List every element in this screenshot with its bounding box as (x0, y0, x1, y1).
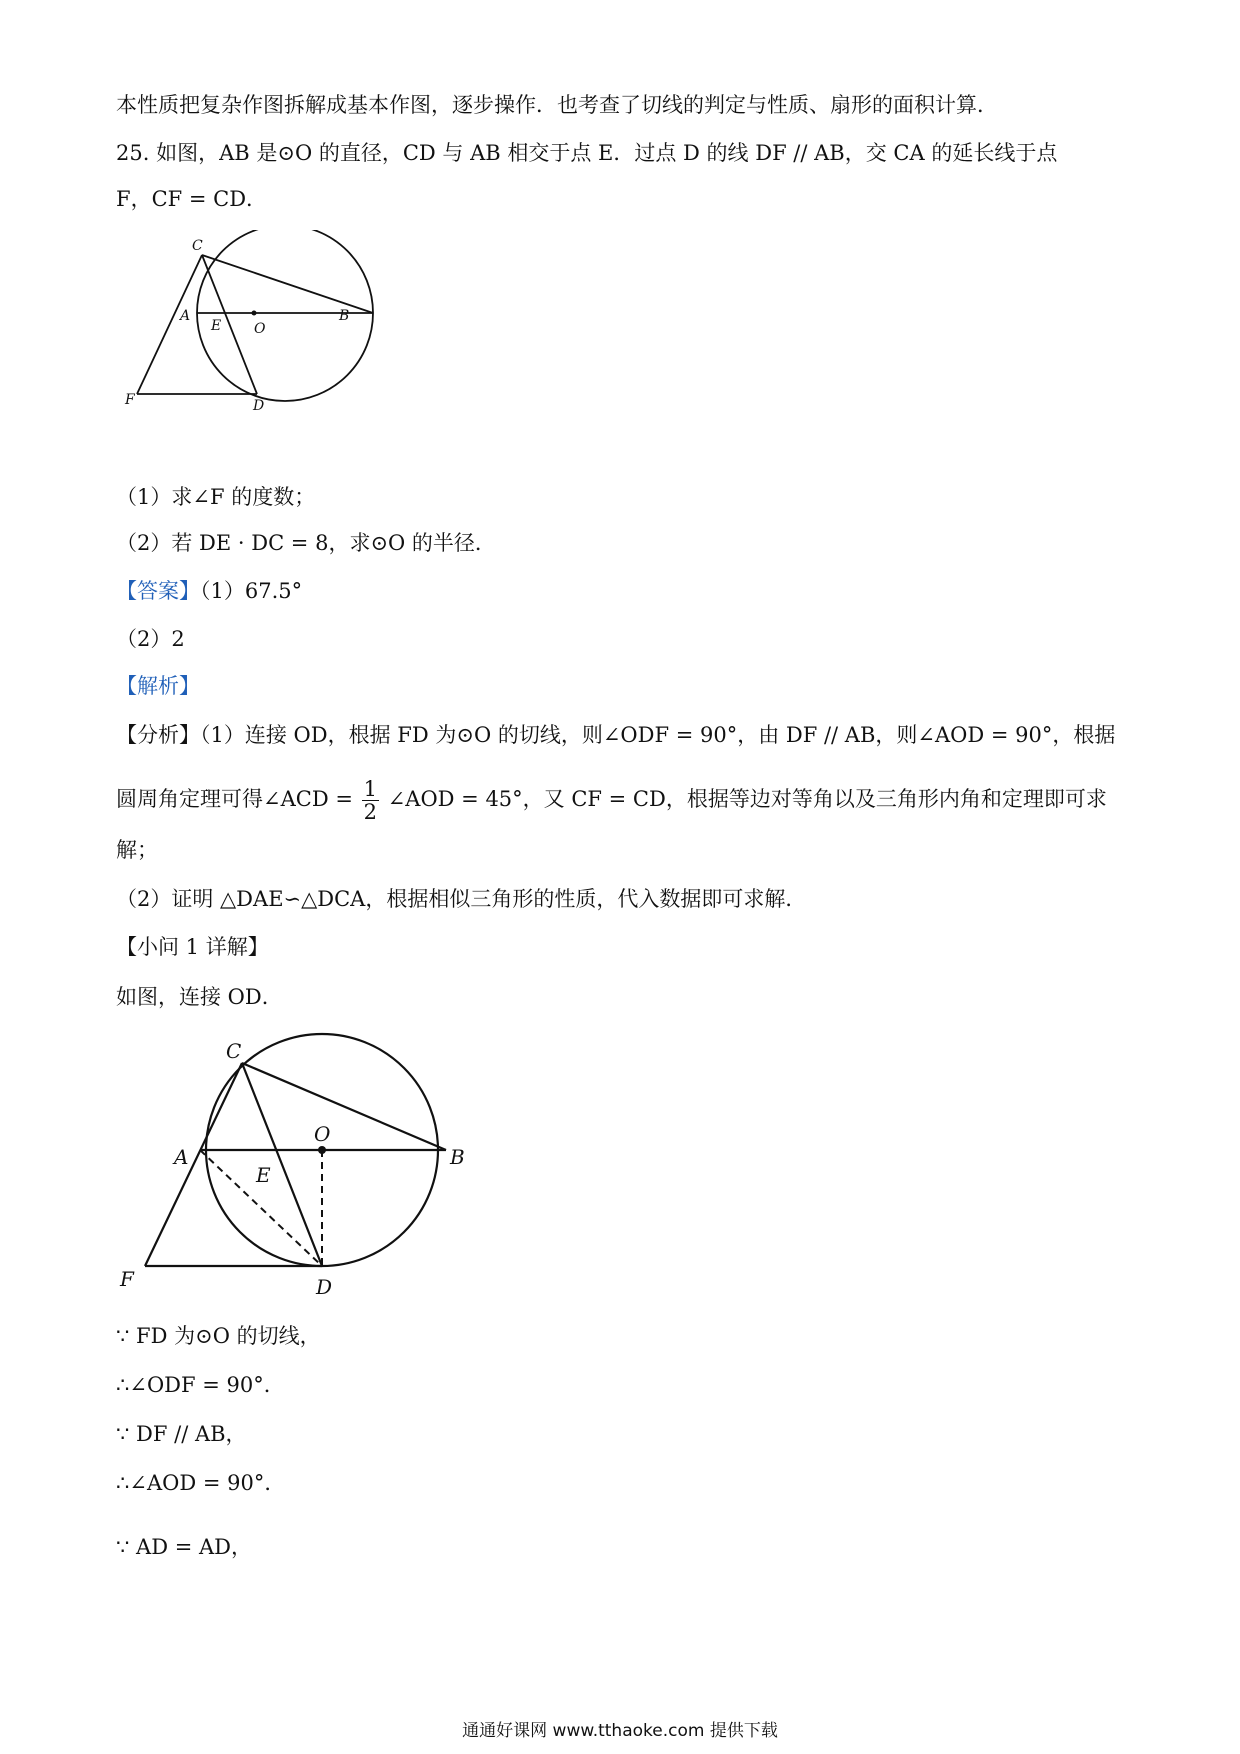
fraction-denominator: 2 (363, 800, 377, 824)
footer: 通通好课网 www.tthaoke.com 提供下载 (462, 1721, 778, 1741)
label-a-2: A (174, 1145, 189, 1169)
analysis-line-4: （2）证明 △DAE∽△DCA，根据相似三角形的性质，代入数据即可求解． (116, 887, 807, 911)
analysis-line-2 (116, 778, 1107, 823)
analysis-line-3: 解； (116, 838, 158, 862)
problem-line-2: F，CF = CD． (116, 187, 268, 211)
label-c: C (192, 238, 203, 254)
analysis-line-1: 【分析】（1）连接 OD，根据 FD 为⊙O 的切线，则∠ODF = 90°，由 DF // AB，则∠AOD = 90°，根据 (116, 723, 1116, 747)
question-1: （1）求∠F 的度数； (116, 485, 316, 509)
answer-1: （1）67.5° (200, 579, 303, 603)
label-f: F (125, 392, 135, 408)
answer-tag: 【答案】 (116, 579, 200, 603)
label-c-2: C (226, 1039, 242, 1063)
fraction-numerator: 1 (363, 777, 377, 801)
answer-2: （2）2 (116, 627, 185, 651)
segment-cb (202, 255, 373, 313)
step-1: ∵ FD 为⊙O 的切线， (116, 1324, 321, 1348)
problem-line-1: 25. 如图，AB 是⊙O 的直径，CD 与 AB 相交于点 E．过点 D 的线 DF // AB，交 CA 的延长线于点 (116, 141, 1058, 165)
question-2: （2）若 DE · DC = 8，求⊙O 的半径． (116, 531, 496, 555)
analysis-line-2a: 圆周角定理可得∠ACD = (116, 787, 353, 811)
label-b-2: B (450, 1145, 465, 1169)
label-e: E (211, 318, 222, 334)
center-dot (252, 311, 257, 316)
segment-cb-2 (242, 1063, 446, 1150)
step-4: ∴∠AOD = 90°． (116, 1471, 286, 1495)
center-dot-2 (318, 1146, 326, 1154)
figure-2 (110, 1030, 490, 1310)
label-o-2: O (314, 1122, 331, 1146)
fraction (362, 778, 379, 823)
label-d-2: D (316, 1275, 333, 1299)
label-e-2: E (256, 1163, 271, 1187)
label-o: O (254, 321, 266, 337)
figure-1 (120, 230, 400, 470)
label-b: B (339, 308, 350, 324)
label-a: A (180, 308, 191, 324)
analysis-line-2b: ∠AOD = 45°，又 CF = CD，根据等边对等角以及三角形内角和定理即可求 (387, 787, 1107, 811)
detail-tag: 【小问 1 详解】 (116, 935, 269, 959)
segment-cd-2 (242, 1063, 322, 1266)
segment-cf (137, 255, 202, 394)
step-3: ∵ DF // AB， (116, 1422, 247, 1446)
segment-cf-2 (145, 1063, 242, 1266)
analysis-tag: 【解析】 (116, 674, 200, 698)
intro-text: 本性质把复杂作图拆解成基本作图，逐步操作．也考查了切线的判定与性质、扇形的面积计算． (116, 93, 998, 117)
step-2: ∴∠ODF = 90°． (116, 1373, 285, 1397)
detail-intro: 如图，连接 OD． (116, 985, 283, 1009)
answer-line-1 (116, 576, 302, 606)
label-d: D (253, 398, 265, 414)
label-f-2: F (120, 1267, 134, 1291)
step-5: ∵ AD = AD， (116, 1535, 252, 1559)
